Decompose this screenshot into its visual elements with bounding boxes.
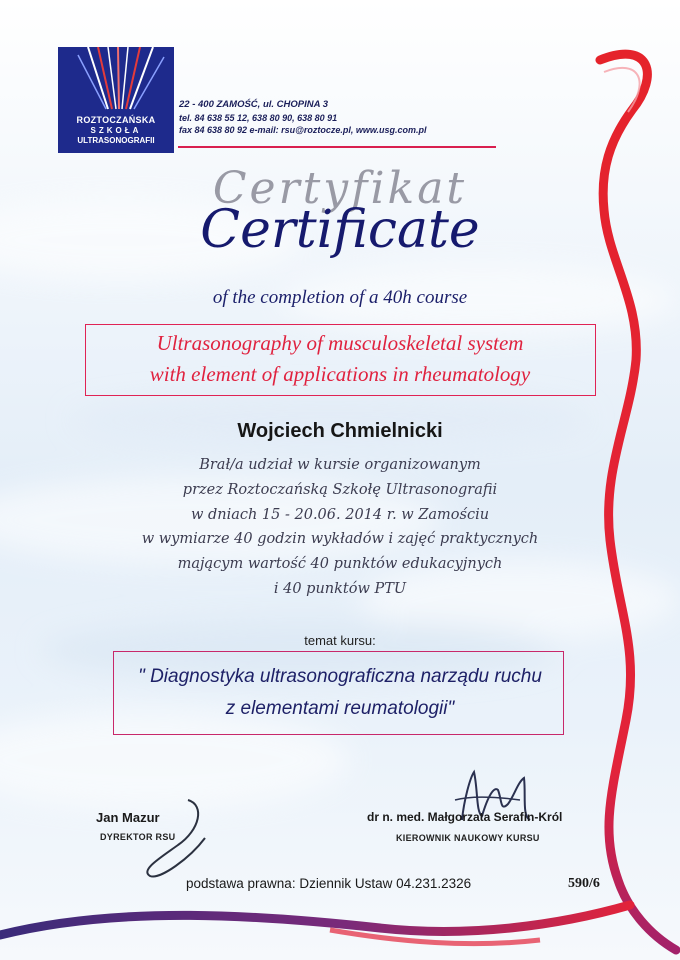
- participant-name: Wojciech Chmielnicki: [237, 420, 443, 442]
- course-title-line-2: with element of applications in rheumatology: [149, 362, 531, 386]
- right-signatory-name: dr n. med. Małgorzata Serafin-Król: [367, 810, 563, 824]
- logo-line-3: ULTRASONOGRAFII: [77, 136, 155, 145]
- topic-line-2: z elementami reumatologii": [225, 698, 455, 719]
- detail-line: Brał/a udział w kursie organizowanym: [199, 457, 481, 473]
- logo-line-1: ROZTOCZAŃSKA: [76, 115, 156, 125]
- detail-line: w dniach 15 - 20.06. 2014 r. w Zamościu: [190, 506, 490, 523]
- topic-frame: [113, 651, 564, 735]
- completion-text: of the completion of a 40h course: [212, 287, 468, 308]
- course-title-line-1: Ultrasonography of musculoskeletal system: [156, 331, 524, 355]
- school-address: [179, 99, 427, 137]
- left-signatory-role: DYREKTOR RSU: [100, 832, 176, 842]
- topic-line-1: " Diagnostyka ultrasonograficzna narządu ruchu: [138, 666, 542, 687]
- course-details: [40, 453, 640, 602]
- title-english: Certificate: [200, 200, 480, 260]
- certificate-number: 590/6: [568, 876, 600, 891]
- detail-line: mającym wartość 40 punktów edukacyjnych: [177, 556, 503, 573]
- right-signatory-role: KIEROWNIK NAUKOWY KURSU: [396, 833, 540, 843]
- logo-line-2: SZKOŁA: [90, 126, 142, 135]
- address-phone: tel. 84 638 55 12, 638 80 90, 638 80 91: [179, 112, 338, 123]
- legal-basis: podstawa prawna: Dziennik Ustaw 04.231.2326: [186, 876, 472, 891]
- address-underline: [178, 146, 496, 148]
- address-street: 22 - 400 ZAMOŚĆ, ul. CHOPINA 3: [179, 99, 329, 110]
- topic-label: temat kursu:: [304, 633, 376, 648]
- address-fax-email: fax 84 638 80 92 e-mail: rsu@roztocze.pl, www.usg.com.pl: [179, 125, 427, 135]
- detail-line: przez Roztoczańską Szkołę Ultrasonografii: [182, 481, 498, 498]
- detail-line: i 40 punktów PTU: [273, 580, 407, 597]
- title-polish: Certyfikat: [212, 163, 468, 214]
- left-signatory-name: Jan Mazur: [96, 810, 160, 825]
- school-logo: [58, 47, 174, 153]
- detail-line: w wymiarze 40 godzin wykładów i zajęć praktycznych: [141, 531, 539, 548]
